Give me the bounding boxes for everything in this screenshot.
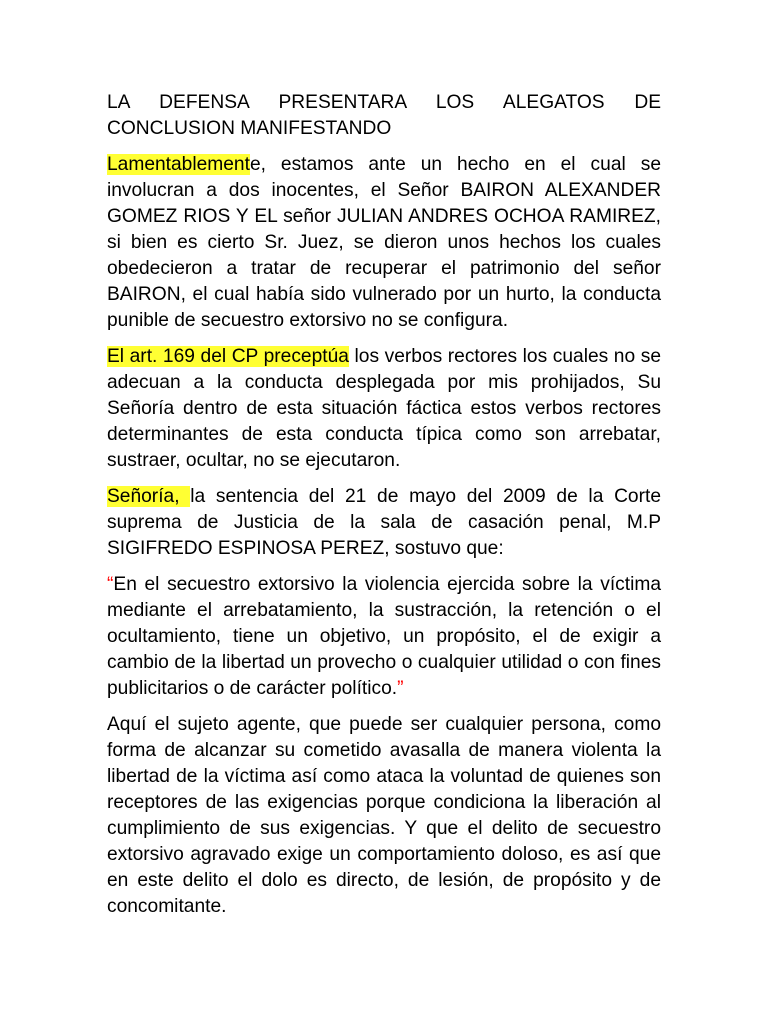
paragraph-3 (107, 484, 661, 562)
highlight-lamentablemente: Lamentablement (107, 154, 250, 175)
paragraph-2-text: los verbos rectores los cuales no se adecuan a la conducta desplegada por mis prohijados, Su Señoría dentro de esta situación fáctica estos verbos rectores determinantes de esta conducta típica como son arrebatar, sustraer, ocultar, no se ejecutaron. (107, 346, 661, 471)
highlight-article-169: El art. 169 del CP preceptúa (107, 346, 349, 367)
quote-paragraph (107, 572, 661, 702)
paragraph-3-text: la sentencia del 21 de mayo del 2009 de la Corte suprema de Justicia de la sala de casación penal, M.P SIGIFREDO ESPINOSA PEREZ, sostuvo que: (107, 486, 661, 559)
open-quote-mark: “ (107, 574, 114, 595)
highlight-senoria: Señoría, (107, 486, 191, 507)
heading: LA DEFENSA PRESENTARA LOS ALEGATOS DE CONCLUSION MANIFESTANDO (107, 92, 661, 139)
paragraph-1-text: e, estamos ante un hecho en el cual se involucran a dos inocentes, el Señor BAIRON ALEXANDER GOMEZ RIOS Y EL señor JULIAN ANDRES OCHOA RAMIREZ, si bien es cierto Sr. Juez, se dieron unos hechos los cuales obedecieron a tratar de recuperar el patrimonio del señor BAIRON, el cual había sido vulnerado por un hurto, la conducta punible de secuestro extorsivo no se configura. (107, 154, 661, 331)
close-quote-mark: ” (397, 678, 404, 699)
quote-text: En el secuestro extorsivo la violencia ejercida sobre la víctima mediante el arrebatamiento, la sustracción, la retención o el ocultamiento, tiene un objetivo, un propósito, el de exigir a cambio de la libertad un provecho o cualquier utilidad o con fines publicitarios o de carácter político. (107, 574, 661, 699)
paragraph-5: Aquí el sujeto agente, que puede ser cualquier persona, como forma de alcanzar su cometido avasalla de manera violenta la libertad de la víctima así como ataca la voluntad de quienes son receptores de las exigencias porque condiciona la liberación al cumplimiento de sus exigencias. Y que el delito de secuestro extorsivo agravado exige un comportamiento doloso, es así que en este delito el dolo es directo, de lesión, de propósito y de concomitante. (107, 714, 661, 917)
document-body (107, 90, 661, 930)
paragraph-2 (107, 344, 661, 474)
paragraph-1 (107, 152, 661, 334)
